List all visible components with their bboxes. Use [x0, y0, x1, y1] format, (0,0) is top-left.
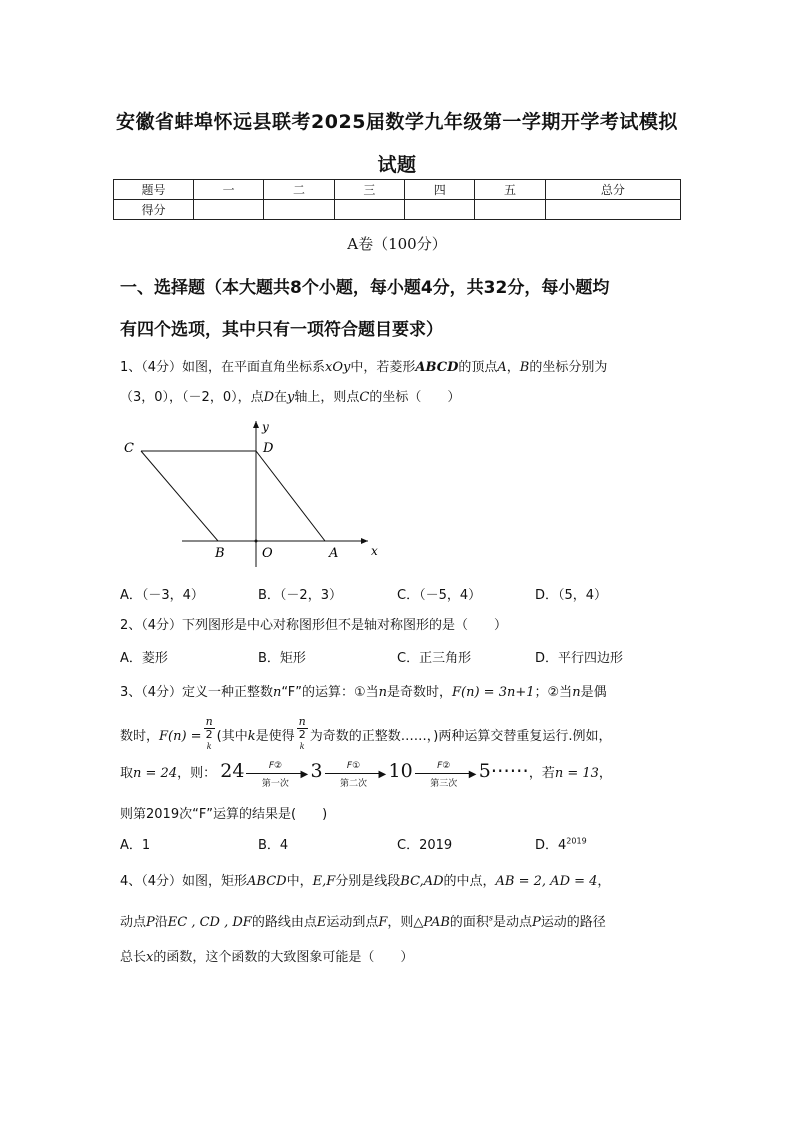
q2-option-c[interactable]: C．正三角形	[397, 651, 472, 666]
q3-frac-den: 2	[298, 728, 306, 741]
arrow-step: 第三次	[430, 778, 458, 789]
q2-option-a[interactable]: A．菱形	[120, 651, 168, 666]
q3-formula: F(n) = 3n+1	[452, 685, 535, 700]
q1-text: （3，0），（－2，0），点	[120, 390, 264, 405]
q3-text: ，则：	[177, 766, 217, 781]
q1-var: y	[287, 390, 295, 405]
q4-text: 动点	[120, 915, 147, 930]
label-d: D	[263, 441, 274, 456]
q3-frac-num: n	[298, 715, 306, 728]
q3-option-a[interactable]: A．1	[120, 838, 151, 853]
seq-arrow-1: F② ▶ 第一次	[244, 761, 310, 787]
label-x: x	[371, 544, 378, 558]
q1-var: xOy	[325, 360, 351, 375]
q1-text: 1、（4分）如图，在平面直角坐标系	[120, 360, 326, 375]
x-axis-arrow	[361, 538, 368, 544]
arrow-op: F②	[437, 760, 451, 771]
q3-text: ，	[598, 766, 612, 781]
q3-option-d-exp: 2019	[566, 836, 587, 846]
score-table-score-row	[114, 200, 681, 220]
q1-text: 的坐标（ ）	[369, 390, 461, 405]
score-blank	[264, 200, 334, 220]
q3-text: “F”的运算：①当	[281, 685, 379, 700]
q3-text: 是使得	[255, 728, 295, 744]
score-cell-label: 题号	[114, 180, 194, 200]
q3-text: 是奇数时，	[387, 685, 453, 700]
q1-text: 的顶点	[458, 360, 498, 375]
q4-text: 的面积	[449, 915, 489, 930]
seq-value: 10	[388, 760, 413, 782]
q4-text: 运动到点	[326, 915, 379, 930]
q3-formula: n = 24	[133, 766, 178, 781]
score-blank	[194, 200, 264, 220]
arrow-step: 第二次	[340, 778, 368, 789]
q3-text: 为奇数的正整数……，)两种运算交替重复运行.例如，	[309, 728, 612, 744]
q3-option-d-label: D．4	[535, 838, 567, 853]
q1-text: 的坐标分别为	[529, 360, 608, 375]
q4-text: 的函数，这个函数的大致图象可能是（ ）	[153, 950, 414, 965]
q3-var: n	[378, 685, 387, 700]
q3-text: (其中	[216, 728, 248, 744]
q3-var: k	[247, 728, 256, 744]
score-cell-2: 二	[264, 180, 334, 200]
score-blank	[475, 200, 545, 220]
q4-line1	[120, 870, 610, 889]
q2-text: 2、（4分）下列图形是中心对称图形但不是轴对称图形的是（ ）	[120, 618, 508, 633]
q4-text: 沿	[154, 915, 168, 930]
q4-text: 的路线由点	[251, 915, 317, 930]
q2-option-d[interactable]: D．平行四边形	[535, 651, 624, 666]
q3-formula: n = 13	[554, 766, 599, 781]
q3-frac-exp: k	[299, 742, 305, 751]
arrow-op: F①	[346, 760, 361, 771]
q4-line2	[120, 911, 606, 930]
doc-title-line1: 安徽省蚌埠怀远县联考2025届数学九年级第一学期开学考试模拟	[116, 111, 678, 133]
q3-line1	[120, 681, 607, 700]
q3-frac-exp: k	[206, 742, 212, 751]
score-cell-1: 一	[194, 180, 264, 200]
q4-line3	[120, 946, 413, 965]
score-cell-3: 三	[334, 180, 404, 200]
q3-line2	[120, 716, 611, 757]
q4-var: PAB	[423, 915, 450, 930]
q1-var: A	[497, 360, 507, 375]
q3-line3	[120, 760, 612, 787]
score-blank	[405, 200, 475, 220]
q4-text: 中，	[286, 874, 313, 889]
score-cell-total: 总分	[545, 180, 680, 200]
q1-figure	[115, 415, 395, 575]
score-blank	[334, 200, 404, 220]
q1-var: B	[519, 360, 530, 375]
section1-heading-line1: 一、选择题（本大题共8个小题，每小题4分，共32分，每小题均	[120, 278, 610, 298]
q4-text: 4、（4分）如图，矩形	[120, 874, 248, 889]
q3-formula: F(n) =	[159, 728, 202, 744]
q3-var: n	[273, 685, 282, 700]
q1-text: ，	[506, 360, 520, 375]
q3-text: ，若	[528, 766, 555, 781]
label-o: O	[262, 546, 273, 561]
q4-var: E,F	[312, 874, 336, 889]
q1-line2	[120, 386, 460, 405]
q1-line1	[120, 356, 607, 375]
label-b: B	[215, 546, 225, 561]
q3-text: ；②当	[534, 685, 573, 700]
q3-option-b[interactable]: B．4	[258, 838, 289, 853]
arrow-step: 第一次	[261, 778, 289, 789]
label-y: y	[262, 420, 269, 434]
seq-value: 24	[220, 760, 245, 782]
y-axis-arrow	[253, 421, 259, 428]
q3-text: 数时，	[120, 728, 160, 744]
score-cell-5: 五	[475, 180, 545, 200]
seq-arrow-2: F① ▶ 第二次	[323, 761, 389, 787]
rhombus-abcd	[141, 451, 325, 541]
q4-var: P	[146, 915, 155, 930]
q4-text: 分别是线段	[335, 874, 401, 889]
q3-frac-den: 2	[205, 728, 213, 741]
q2-option-b[interactable]: B．矩形	[258, 651, 306, 666]
arrow-op: F②	[268, 760, 283, 771]
q3-fraction	[204, 716, 215, 757]
q1-text: 在	[274, 390, 288, 405]
q4-text: 总长	[120, 950, 147, 965]
q1-option-b[interactable]: B．（－2，3）	[258, 588, 342, 603]
score-blank	[545, 200, 680, 220]
q4-var: F	[378, 915, 388, 930]
q1-var: C	[359, 390, 370, 405]
q4-var: EC , CD , DF	[167, 915, 252, 930]
label-a: A	[329, 546, 339, 561]
q1-option-d[interactable]: D．（5，4）	[535, 588, 608, 603]
q1-text: 轴上，则点	[294, 390, 360, 405]
q4-text: ，则△	[387, 915, 424, 930]
seq-value: 5⋯⋯	[478, 760, 529, 782]
q4-text: ，	[597, 874, 611, 889]
origin-dot	[255, 540, 258, 543]
q3-var: n	[572, 685, 581, 700]
score-table-header-row	[114, 180, 681, 200]
q3-text: 是偶	[580, 685, 607, 700]
q4-var: P	[532, 915, 541, 930]
q1-option-a[interactable]: A．（－3，4）	[120, 588, 204, 603]
section-a-heading: A卷（100分）	[347, 235, 447, 253]
seq-arrow-3: F② ▶ 第三次	[413, 761, 479, 787]
q4-text: 运动的路径	[540, 915, 606, 930]
q4-text: 是动点	[493, 915, 533, 930]
q3-text: 3、（4分）定义一种正整数	[120, 685, 274, 700]
q3-option-d[interactable]	[535, 834, 587, 853]
q4-formula: AB = 2, AD = 4	[495, 874, 598, 889]
seq-value: 3	[310, 760, 323, 782]
q1-text: 中，若菱形	[350, 360, 416, 375]
q3-frac-num: n	[205, 715, 213, 728]
doc-title-line2: 试题	[377, 154, 417, 176]
section1-heading-line2: 有四个选项，其中只有一项符合题目要求）	[120, 320, 443, 340]
q4-var: BC,AD	[400, 874, 444, 889]
score-cell-4: 四	[405, 180, 475, 200]
q4-var: E	[316, 915, 327, 930]
q3-text: 取	[120, 766, 134, 781]
q4-text: 的中点，	[443, 874, 496, 889]
q4-var: ABCD	[247, 874, 287, 889]
score-row-label: 得分	[114, 200, 194, 220]
q3-option-c[interactable]: C．2019	[397, 838, 453, 853]
q3-line4: 则第2019次“F”运算的结果是( )	[120, 807, 328, 822]
score-table	[113, 179, 681, 220]
q1-option-c[interactable]: C．（－5，4）	[397, 588, 482, 603]
label-c: C	[124, 441, 134, 456]
q1-var: ABCD	[415, 360, 459, 375]
q4-var: s	[488, 913, 494, 923]
q1-var: D	[263, 390, 275, 405]
q3-fraction-2	[297, 716, 308, 757]
q4-var: x	[146, 950, 154, 965]
